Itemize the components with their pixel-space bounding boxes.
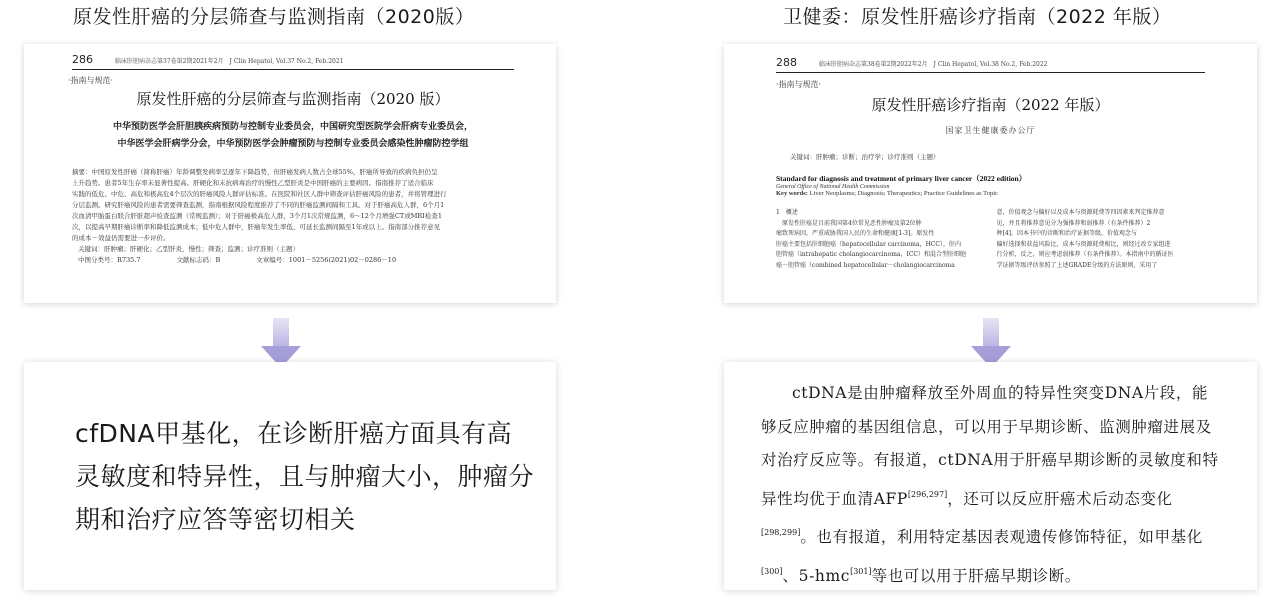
body-line: 癌－胆管癌（combined hepatocellular－cholangiocarcinoma — [776, 261, 955, 269]
left-summary-card — [24, 362, 556, 590]
right-summary-text — [761, 377, 1223, 593]
left-summary-text: cfDNA甲基化，在诊断肝癌方面具有高灵敏度和特异性，且与肿瘤大小，肿瘤分期和治疗应答等密切相关 — [75, 419, 535, 534]
abstract-line: 次，以提高早期肝癌诊断率和降低监测成本；低中危人群中，肝癌年发生率低，可延长监测间隔至1年或以上。指南部分推荐意见 — [72, 223, 441, 231]
citation: [298,299] — [761, 528, 801, 537]
en-keywords-value: Liver Neoplasms; Diagnosis; Therapeutics; Practice Guidelines as Topic — [807, 190, 998, 197]
doc-header — [72, 53, 514, 66]
journal-line: 临床肝胆病杂志第37卷第2期2021年2月 J Clin Hepatol, Vol.37 No.2, Feb.2021 — [115, 58, 344, 65]
body-line: 行分析，反之，则应考虑弱推荐（有条件推荐）。本指南中的循证医 — [996, 251, 1174, 258]
doc-body-column-1 — [776, 208, 985, 271]
doc-keywords: 关键词：肝肿瘤；肝硬化；乙型肝炎，慢性；筛查；监测；诊疗准则（主题） — [78, 245, 299, 253]
right-column-title: 卫健委：原发性肝癌诊疗指南（2022 年版） — [783, 6, 1172, 28]
document-code: 文献标志码：B — [176, 256, 221, 264]
abstract-line: 的成本－效益仍需要进一步评价。 — [72, 234, 170, 242]
citation: [301] — [850, 566, 872, 576]
doc-meta — [78, 244, 514, 266]
body-line: 偏好选择和获益风险比，成本与资源耗费相比，则经过改专家组进 — [996, 240, 1171, 248]
article-number: 文章编号：1001－5256(2021)02－0286－10 — [256, 256, 397, 264]
abstract-line: 上升趋势。患者5年生存率未显著性提高。肝硬化和未抗病毒治疗的慢性乙型肝炎是中国肝癌的主要病因。指南推荐了适合临床 — [72, 179, 434, 187]
citation: [300] — [761, 566, 783, 576]
page-number: 288 — [776, 56, 797, 69]
abstract-line: 次血清甲胎蛋白联合肝脏超声检查监测（常规监测）；对于肝癌极高危人群，3个月1次常规监测，6～12个月增强CT或MRI检查1 — [72, 212, 442, 220]
abstract-line: 实践的低危、中危、高危和极高危4个层次的肝癌风险人群评估标准。在医院和社区人群中筛查评估肝癌风险的患者，并将管理进行 — [72, 190, 447, 198]
left-document-preview — [24, 44, 556, 303]
summary-part: 。也有报道，利用特定基因表观遗传修饰特征，如甲基化 — [800, 528, 1203, 546]
page-number: 286 — [72, 53, 93, 66]
body-line: 肝癌主要包括肝细胞癌（hepatocellular carcinoma，HCC），肝内 — [776, 240, 961, 248]
doc-header — [776, 56, 1205, 69]
doc-header-rule — [776, 72, 1205, 73]
doc-title: 原发性肝癌诊疗指南（2022 年版） — [871, 96, 1110, 114]
doc-section-label: ·指南与规范· — [776, 80, 822, 89]
doc-authors-line: 中华医学会肝病学分会，中华预防医学会肿瘤预防与控制专业委员会感染性肿瘤防控学组 — [117, 139, 469, 149]
doc-english-title: Standard for diagnosis and treatment of primary liver cancer（2022 edition） — [776, 174, 1027, 183]
body-line: 原发性肝癌是目前我国第4位常见恶性肿瘤及第2位肿 — [776, 219, 922, 227]
abstract-line: 分层监测。研究肝癌风险的患者需要筛查监测，指南根据风险程度推荐了不同的肝癌监测间隔和工具。对于肝癌高危人群，6个月1 — [72, 201, 445, 209]
doc-org: 国家卫生健康委办公厅 — [945, 126, 1036, 135]
citation: [296,297] — [907, 489, 948, 499]
left-column-title: 原发性肝癌的分层筛查与监测指南（2020版） — [73, 6, 475, 28]
right-summary-card — [724, 362, 1257, 590]
body-line: 学证据等级评估参照了上述GRADE分级的方法原则，采用了 — [996, 261, 1158, 269]
abstract-line: 摘要：中国原发性肝癌（简称肝癌）年龄调整发病率呈逐年下降趋势，但肝癌发病人数占全球55%，肝癌所导致的疾病负担仍呈 — [72, 168, 438, 176]
doc-header-rule — [72, 69, 514, 70]
body-line: 见，并且将推荐意见分为强推荐和弱推荐（有条件推荐）2 — [996, 219, 1151, 227]
body-line: 胆管癌（intrahepatic cholangiocarcinoma，ICC）和混合型肝细胞 — [776, 251, 967, 258]
doc-authors-line: 中华预防医学会肝胆胰疾病预防与控制专业委员会，中国研究型医院学会肝病专业委员会， — [112, 122, 473, 132]
doc-abstract — [72, 167, 514, 244]
body-line: 1 概述 — [776, 209, 798, 216]
body-line: 意，价值观念与偏好以及成本与资源耗费等四因素来判定推荐意 — [996, 209, 1165, 216]
summary-part: ，还可以反应肝癌术后动态变化 — [947, 489, 1173, 508]
body-line: 瘤致死病因，严重威胁我国人民的生命和健康[1-3]。原发性 — [776, 230, 935, 237]
doc-keywords: 关键词：肝肿瘤；诊断；治疗学；诊疗准则（主题） — [790, 153, 940, 161]
doc-title: 原发性肝癌的分层筛查与监测指南（2020 版） — [136, 90, 450, 108]
doc-english-keywords — [776, 190, 1205, 197]
body-line: 种[4]。因本书中的诊断和治疗证据等级，价值观念与 — [996, 230, 1138, 237]
doc-meta-row — [78, 255, 514, 266]
journal-line: 临床肝胆病杂志第38卷第2期2022年2月 J Clin Hepatol, Vol.38 No.2, Feb.2022 — [819, 61, 1048, 68]
doc-body-column-2 — [997, 208, 1206, 271]
doc-english-org: General Office of National Health Commission — [776, 184, 890, 190]
doc-authors — [72, 119, 514, 153]
doc-section-label: ·指南与规范· — [68, 76, 114, 85]
summary-part: ctDNA是由肿瘤释放至外周血的特异性突变DNA片段，能够反应肿瘤的基因组信息，可以用于早期诊断、监测肿瘤进展及对治疗反应等。有报道，ctDNA用于肝癌早期诊断的灵敏度和特异性均优于血清AFP — [761, 384, 1219, 508]
class-number: 中图分类号：R735.7 — [78, 256, 141, 264]
en-keywords-label: Key words: — [776, 190, 808, 197]
right-document-preview — [724, 44, 1257, 303]
summary-part: 等也可以用于肝癌早期诊断。 — [871, 566, 1081, 585]
doc-body-columns — [776, 208, 1205, 271]
summary-part: 、5-hmc — [782, 566, 851, 585]
